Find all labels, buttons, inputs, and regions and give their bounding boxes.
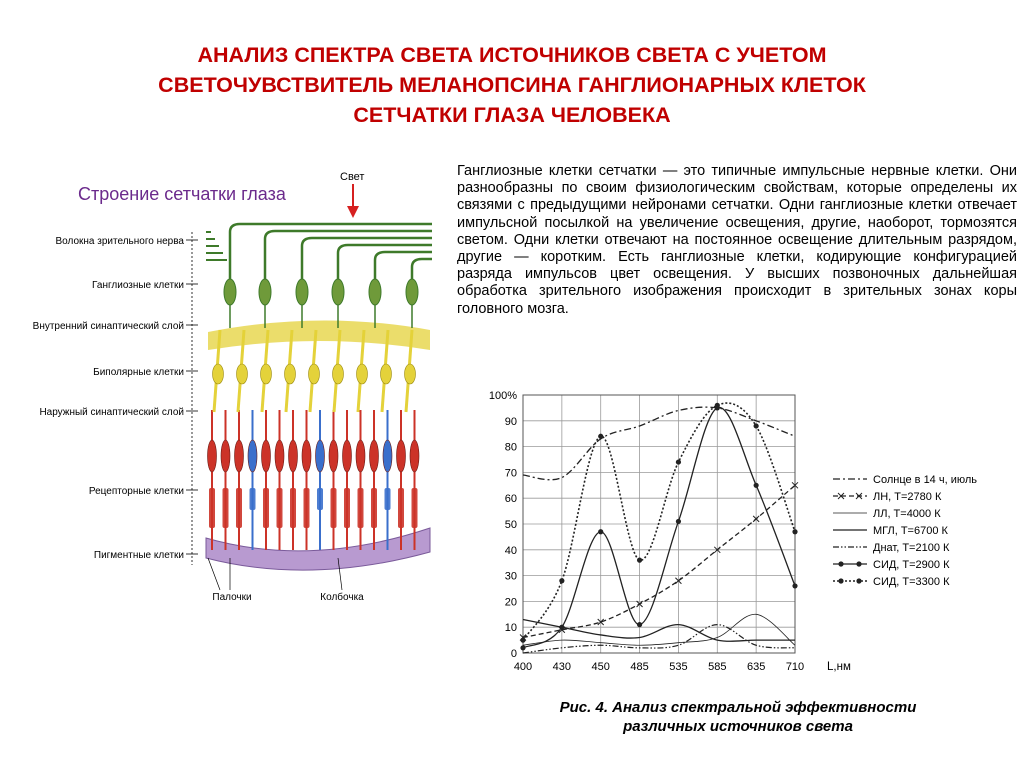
legend-entry (833, 508, 941, 520)
legend-label: СИД, Т=3300 К (873, 576, 950, 588)
chart-point (754, 423, 759, 428)
y-tick-label: 30 (504, 570, 517, 583)
spectral-efficiency-chart (455, 385, 1015, 725)
x-tick-label: 485 (630, 661, 649, 673)
chart-point (676, 459, 681, 464)
bipolar-cell (405, 364, 416, 384)
ganglion-cell (259, 279, 271, 305)
slide-title (60, 40, 964, 130)
chart-tick-labels (489, 390, 804, 673)
optic-nerve-fiber (338, 245, 432, 279)
chart-legend (833, 474, 977, 588)
rod-cell (262, 440, 271, 472)
chart-point (792, 529, 797, 534)
x-tick-label: 710 (785, 661, 805, 673)
bipolar-cell (381, 364, 392, 384)
cone-cell (316, 440, 325, 472)
x-tick-label: 430 (552, 661, 572, 673)
cone-cell (248, 440, 257, 472)
legend-label: МГЛ, Т=6700 К (873, 525, 948, 537)
y-tick-label: 80 (504, 441, 517, 454)
retina-diagram-title: Строение сетчатки глаза (78, 184, 286, 204)
y-tick-label: 50 (504, 519, 517, 531)
legend-entry (833, 559, 950, 571)
cone-cell (383, 440, 392, 472)
y-tick-label: 40 (504, 544, 517, 557)
body-text: Ганглиозные клетки сетчатки — это типичные импульсные нервные клетки. Они разнообразны по своим физиологическим свойствам, которые определены их связями с предыдущими нейронами сетчатки. Одни ганглиозные клетки отвечает импульсной посылкой на увеличение освещения, другие, наоборот, тормозятся светом. Одни клетки отвечают на постоянное освещение длительным разрядом, другие — коротким. Есть ганглиозные клетки, кодирующие конфигурацией разряда импульсов цвет освещения. У высших позвоночных дальнейшая обработка зрительного изображения происходит в зрительных зонах коры головного мозга. (457, 163, 1017, 317)
y-tick-label: 0 (510, 648, 517, 660)
light-arrow-icon (347, 184, 359, 218)
retina-cells (186, 224, 432, 570)
x-axis-label: L,нм (827, 661, 851, 673)
layer-label: Биполярные клетки (93, 367, 184, 378)
chart-point (520, 638, 525, 643)
chart-point (754, 483, 759, 488)
y-tick-label: 90 (504, 415, 517, 428)
series-line (523, 407, 795, 647)
chart-point (856, 578, 861, 583)
chart-point (598, 434, 603, 439)
chart-point (637, 622, 642, 627)
x-tick-label: 635 (746, 661, 766, 673)
light-label: Свет (340, 171, 365, 183)
optic-nerve-fiber (412, 259, 432, 279)
ganglion-cell (224, 279, 236, 305)
legend-label: ЛЛ, Т=4000 К (873, 508, 941, 520)
bipolar-cell (285, 364, 296, 384)
layer-label: Рецепторные клетки (88, 486, 184, 497)
rod-cell (397, 440, 406, 472)
chart-point (559, 578, 564, 583)
slide-title-line: СВЕТОЧУВСТВИТЕЛЬ МЕЛАНОПСИНА ГАНГЛИОНАРНЫХ КЛЕТОК (158, 73, 866, 97)
chart-point (838, 578, 843, 583)
layer-label: Внутренний синаптический слой (32, 321, 184, 332)
series-line (523, 485, 795, 637)
slide-title-line: АНАЛИЗ СПЕКТРА СВЕТА ИСТОЧНИКОВ СВЕТА С УЧЕТОМ (197, 43, 827, 67)
rod-cell (302, 440, 311, 472)
series-line (523, 403, 795, 640)
legend-label: ЛН, Т=2780 К (873, 491, 942, 503)
y-tick-label: 100% (488, 390, 517, 402)
rod-cell (275, 440, 284, 472)
retina-structure-diagram (20, 160, 440, 630)
chart-point (715, 403, 720, 408)
legend-entry (833, 525, 949, 537)
cone-label: Колбочка (320, 592, 364, 603)
rod-cell (343, 440, 352, 472)
chart-point (792, 583, 797, 588)
figure-caption (518, 698, 958, 736)
legend-entry (833, 542, 950, 554)
bipolar-cell (213, 364, 224, 384)
ganglion-cell (369, 279, 381, 305)
optic-nerve-fiber (375, 252, 432, 279)
slide-title-line: СЕТЧАТКИ ГЛАЗА ЧЕЛОВЕКА (353, 103, 671, 127)
chart-point (559, 625, 564, 630)
x-tick-label: 535 (669, 661, 688, 673)
legend-entry (833, 491, 942, 503)
chart-point (520, 645, 525, 650)
bipolar-cell (261, 364, 272, 384)
chart-point (676, 519, 681, 524)
layer-label: Волокна зрительного нерва (55, 236, 184, 247)
y-tick-label: 10 (504, 622, 517, 635)
legend-label: СИД, Т=2900 К (873, 559, 950, 571)
rod-cell (370, 440, 379, 472)
rods-label: Палочки (212, 592, 252, 603)
rod-cell (356, 440, 365, 472)
x-tick-label: 450 (591, 661, 610, 673)
ganglion-cell (406, 279, 418, 305)
rod-cell (410, 440, 419, 472)
legend-label: Днат, Т=2100 К (873, 542, 950, 554)
rod-cell (221, 440, 230, 472)
rod-cell (329, 440, 338, 472)
y-tick-label: 20 (504, 596, 517, 609)
rod-cell (235, 440, 244, 472)
chart-point (856, 561, 861, 566)
caption-line: различных источников света (623, 718, 853, 735)
layer-labels (33, 236, 185, 561)
y-tick-label: 60 (504, 493, 517, 506)
bipolar-cell (333, 364, 344, 384)
layer-label: Ганглиозные клетки (92, 280, 184, 291)
chart-point (637, 558, 642, 563)
ganglion-cell (296, 279, 308, 305)
bipolar-cell (357, 364, 368, 384)
chart-point (838, 561, 843, 566)
x-tick-label: 585 (708, 661, 727, 673)
layer-label: Пигментные клетки (93, 550, 184, 561)
legend-entry (833, 576, 950, 588)
y-tick-label: 70 (504, 467, 517, 480)
ganglion-cell (332, 279, 344, 305)
rod-cell (289, 440, 298, 472)
rod-cell (208, 440, 217, 472)
legend-label: Солнце в 14 ч, июль (873, 474, 978, 486)
caption-line: Рис. 4. Анализ спектральной эффективности (559, 699, 917, 716)
bipolar-cell (309, 364, 320, 384)
bipolar-cell (237, 364, 248, 384)
series-line (523, 407, 795, 480)
x-tick-label: 400 (513, 661, 533, 673)
layer-label: Наружный синаптический слой (39, 407, 184, 418)
legend-entry (833, 474, 977, 486)
chart-point (598, 529, 603, 534)
